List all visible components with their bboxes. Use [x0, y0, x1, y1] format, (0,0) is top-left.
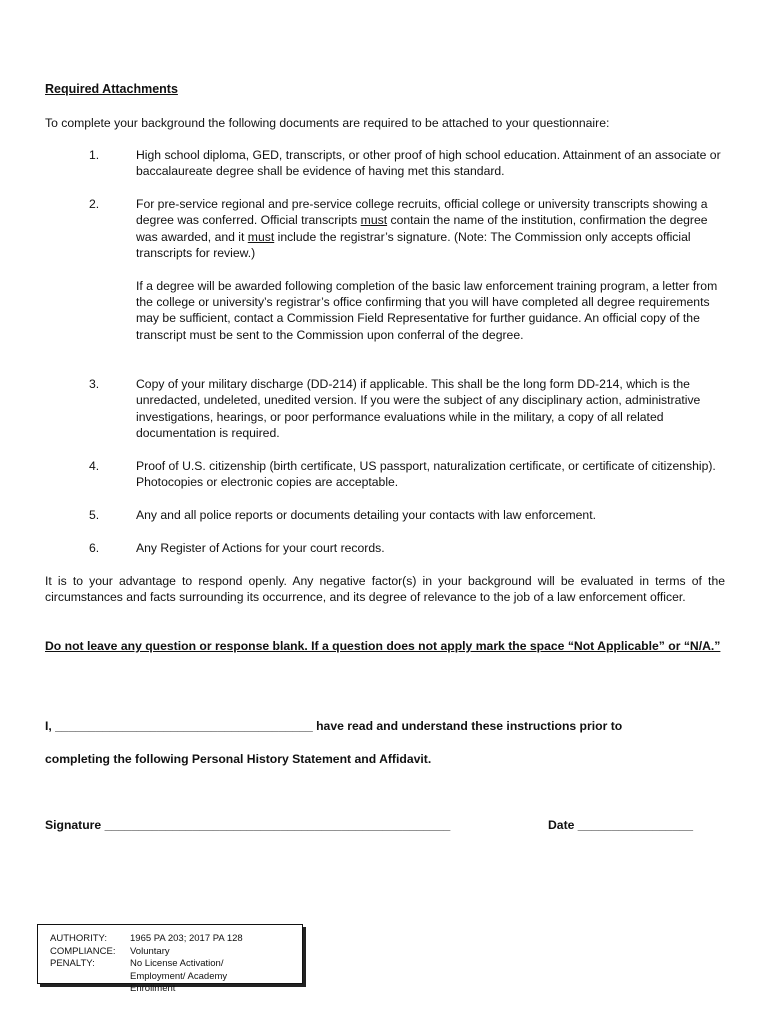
intro-paragraph: To complete your background the following documents are required to be attached to your questionnaire: [45, 116, 610, 130]
warning-notice: Do not leave any question or response blank. If a question does not apply mark the space “Not Applicable” or “N/A.” [45, 639, 721, 653]
emphasis-must: must [360, 213, 388, 228]
list-item-number: 5. [89, 508, 100, 522]
list-item-text: Any and all police reports or documents detailing your contacts with law enforcement. [136, 508, 596, 522]
list-item-text: Any Register of Actions for your court records. [136, 541, 385, 555]
penalty-value: No License Activation/ Employment/ Academy Enrollment [130, 958, 228, 994]
list-item-number: 2. [89, 197, 100, 211]
list-item-number: 3. [89, 377, 100, 391]
compliance-value: Voluntary [130, 945, 170, 957]
list-item-number: 4. [89, 459, 100, 473]
emphasis-must: must [247, 229, 275, 244]
signature-field[interactable]: Signature ___________________________________________________ [45, 818, 451, 832]
list-item-text: High school diploma, GED, transcripts, or other proof of high school education. Attainment of an associate or baccalaureate degree shall be evidence of having met this standard. [136, 148, 721, 179]
advantage-paragraph: It is to your advantage to respond openly. Any negative factor(s) in your background will be evaluated in terms of the circumstances and facts surrounding its occurrence, and its degree of relevance to the job of a law enforcement officer. [45, 574, 725, 605]
section-heading: Required Attachments [45, 82, 178, 96]
list-item-number: 6. [89, 541, 100, 555]
list-item-number: 1. [89, 148, 100, 162]
list-item-subparagraph: If a degree will be awarded following completion of the basic law enforcement training program, a letter from the college or university’s registrar’s office confirming that you will have completed all degree requirements may be sufficient, contact a Commission Field Representative for further guidance. An official copy of the transcript must be sent to the Commission upon conferral of the degree. [136, 278, 718, 342]
compliance-label: COMPLIANCE: [50, 945, 116, 957]
list-item-text: Copy of your military discharge (DD-214) if applicable. This shall be the long form DD-214, which is the unredacted, undeleted, unedited version. If you were the subject of any disciplinary action, administrative investigations, hearings, or poor performance evaluations while in the military, a copy of all related documentation is required. [136, 377, 701, 441]
acknowledgement-line: I, ______________________________________ have read and understand these instructions prior to [45, 719, 623, 733]
authority-value: 1965 PA 203; 2017 PA 128 [130, 933, 243, 944]
acknowledgement-continuation: completing the following Personal History Statement and Affidavit. [45, 752, 432, 766]
list-item-text: Proof of U.S. citizenship (birth certificate, US passport, naturalization certificate, or certificate of citizenship). Photocopies or electronic copies are acceptable. [136, 459, 716, 490]
penalty-label: PENALTY: [50, 958, 95, 969]
date-field[interactable]: Date _________________ [548, 818, 694, 832]
authority-label: AUTHORITY: [50, 933, 108, 944]
list-item-text: For pre-service regional and pre-service college recruits, official college or university transcripts showing a degree was conferred. Official transcripts must contain the name of the institution, confirmation the degree was awarded, and it must include the registrar’s signature. (Note: The Commission only accepts official transcripts for review.) [136, 197, 708, 261]
authority-box [37, 924, 303, 994]
